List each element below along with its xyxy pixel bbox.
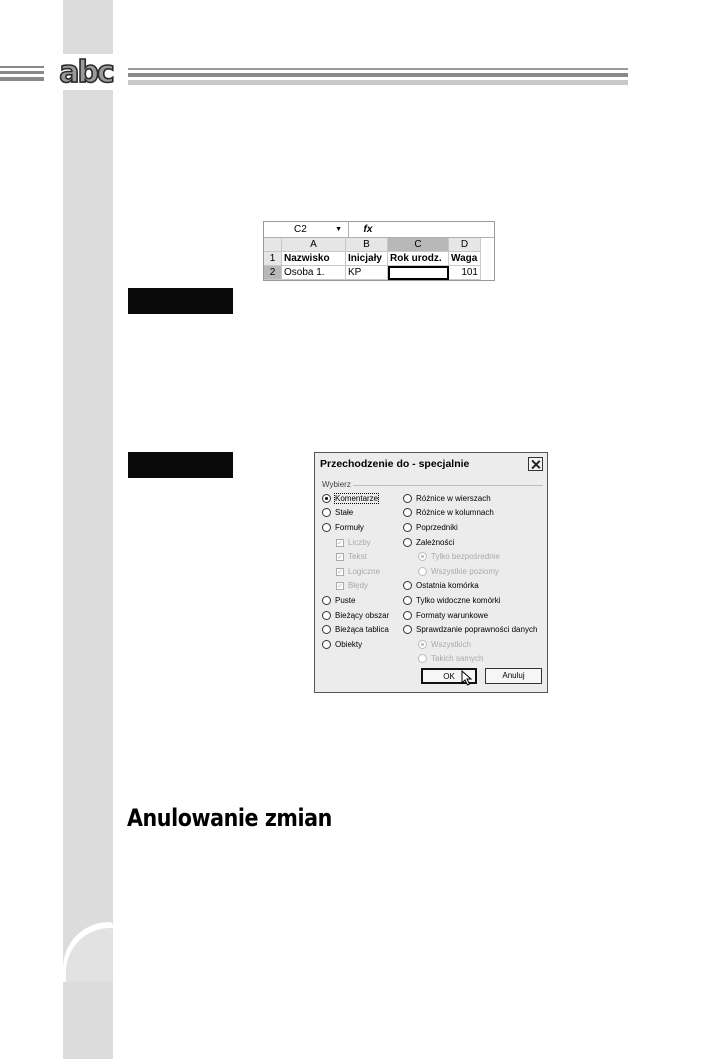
option-row-differences[interactable]: Różnice w wierszach bbox=[403, 494, 491, 503]
option-current-region[interactable]: Bieżący obszar bbox=[322, 611, 389, 620]
row-header[interactable]: 2 bbox=[264, 266, 282, 280]
cancel-button[interactable]: Anuluj bbox=[485, 668, 542, 684]
option-direct-only[interactable]: Tylko bezpośrednie bbox=[418, 552, 500, 561]
fx-icon[interactable]: fx bbox=[363, 224, 373, 235]
page-sidebar bbox=[63, 0, 113, 1059]
option-visible-cells[interactable]: Tylko widoczne komórki bbox=[403, 596, 500, 605]
option-last-cell[interactable]: Ostatnia komórka bbox=[403, 581, 479, 590]
option-formulas[interactable]: Formuły bbox=[322, 523, 364, 532]
radio-icon[interactable] bbox=[403, 538, 412, 547]
option-objects[interactable]: Obiekty bbox=[322, 640, 362, 649]
cell[interactable]: KP bbox=[346, 266, 388, 280]
radio-icon[interactable] bbox=[403, 494, 412, 503]
ok-button[interactable]: OK bbox=[421, 668, 477, 684]
option-constants[interactable]: Stałe bbox=[322, 508, 353, 517]
option-data-validation[interactable]: Sprawdzanie poprawności danych bbox=[403, 625, 537, 634]
option-blanks[interactable]: Puste bbox=[322, 596, 355, 605]
dialog-titlebar bbox=[315, 453, 547, 475]
option-conditional-formats[interactable]: Formaty warunkowe bbox=[403, 611, 488, 620]
column-header[interactable]: B bbox=[346, 238, 388, 252]
option-precedents[interactable]: Poprzedniki bbox=[403, 523, 458, 532]
radio-icon[interactable] bbox=[322, 508, 331, 517]
radio-icon[interactable] bbox=[322, 596, 331, 605]
radio-icon[interactable] bbox=[322, 523, 331, 532]
check-text[interactable]: ✓ Tekst bbox=[337, 552, 367, 561]
radio-icon[interactable] bbox=[403, 596, 412, 605]
radio-icon[interactable] bbox=[322, 494, 331, 503]
cell-grid bbox=[264, 238, 494, 280]
name-box[interactable]: C2 ▼ bbox=[264, 222, 349, 237]
radio-icon[interactable] bbox=[322, 611, 331, 620]
radio-icon[interactable] bbox=[418, 567, 427, 576]
cell[interactable]: Waga bbox=[449, 252, 481, 266]
checkbox-icon[interactable]: ✓ bbox=[337, 553, 343, 561]
option-dependents[interactable]: Zależności bbox=[403, 538, 454, 547]
option-current-array[interactable]: Bieżąca tablica bbox=[322, 625, 389, 634]
formula-bar bbox=[264, 222, 494, 238]
cell[interactable]: Nazwisko bbox=[282, 252, 346, 266]
group-label: Wybierz bbox=[322, 480, 351, 489]
figure-label-box bbox=[128, 288, 233, 314]
row-header[interactable]: 1 bbox=[264, 252, 282, 266]
option-comments[interactable]: Komentarze bbox=[322, 494, 378, 503]
chevron-down-icon[interactable]: ▼ bbox=[335, 226, 342, 233]
dialog-title: Przechodzenie do - specjalnie bbox=[320, 458, 470, 470]
column-header[interactable]: D bbox=[449, 238, 481, 252]
checkbox-icon[interactable]: ✓ bbox=[337, 568, 343, 576]
mouse-cursor-icon bbox=[461, 670, 473, 686]
radio-icon[interactable] bbox=[403, 625, 412, 634]
checkbox-icon[interactable]: ✓ bbox=[337, 539, 343, 547]
radio-icon[interactable] bbox=[418, 640, 427, 649]
column-header[interactable]: C bbox=[388, 238, 449, 252]
go-to-special-dialog bbox=[314, 452, 548, 693]
close-icon[interactable] bbox=[528, 457, 543, 471]
radio-icon[interactable] bbox=[403, 523, 412, 532]
radio-icon[interactable] bbox=[418, 654, 427, 663]
abc-logo bbox=[44, 54, 128, 90]
svg-text:abc: abc bbox=[59, 55, 113, 90]
radio-icon[interactable] bbox=[322, 625, 331, 634]
radio-icon[interactable] bbox=[403, 611, 412, 620]
option-validation-all[interactable]: Wszystkich bbox=[418, 640, 471, 649]
spreadsheet-screenshot bbox=[263, 221, 495, 281]
corner-cell[interactable] bbox=[264, 238, 282, 252]
active-cell[interactable] bbox=[388, 266, 449, 280]
cell[interactable]: Rok urodz. bbox=[388, 252, 449, 266]
option-all-levels[interactable]: Wszystkie poziomy bbox=[418, 567, 499, 576]
option-column-differences[interactable]: Różnice w kolumnach bbox=[403, 508, 494, 517]
check-logicals[interactable]: ✓ Logiczne bbox=[337, 567, 381, 576]
cell[interactable]: 101 bbox=[449, 266, 481, 280]
radio-icon[interactable] bbox=[403, 581, 412, 590]
column-header[interactable]: A bbox=[282, 238, 346, 252]
radio-icon[interactable] bbox=[418, 552, 427, 561]
checkbox-icon[interactable]: ✓ bbox=[337, 582, 343, 590]
option-validation-same[interactable]: Takich samych bbox=[418, 654, 483, 663]
header-rule-right bbox=[128, 68, 628, 84]
cell[interactable]: Inicjały bbox=[346, 252, 388, 266]
group-frame bbox=[321, 485, 543, 486]
section-heading: Anulowanie zmian bbox=[127, 804, 332, 832]
check-numbers[interactable]: ✓ Liczby bbox=[337, 538, 371, 547]
check-errors[interactable]: ✓ Błędy bbox=[337, 581, 369, 590]
radio-icon[interactable] bbox=[403, 508, 412, 517]
figure-label-box bbox=[128, 452, 233, 478]
radio-icon[interactable] bbox=[322, 640, 331, 649]
cell[interactable]: Osoba 1. bbox=[282, 266, 346, 280]
